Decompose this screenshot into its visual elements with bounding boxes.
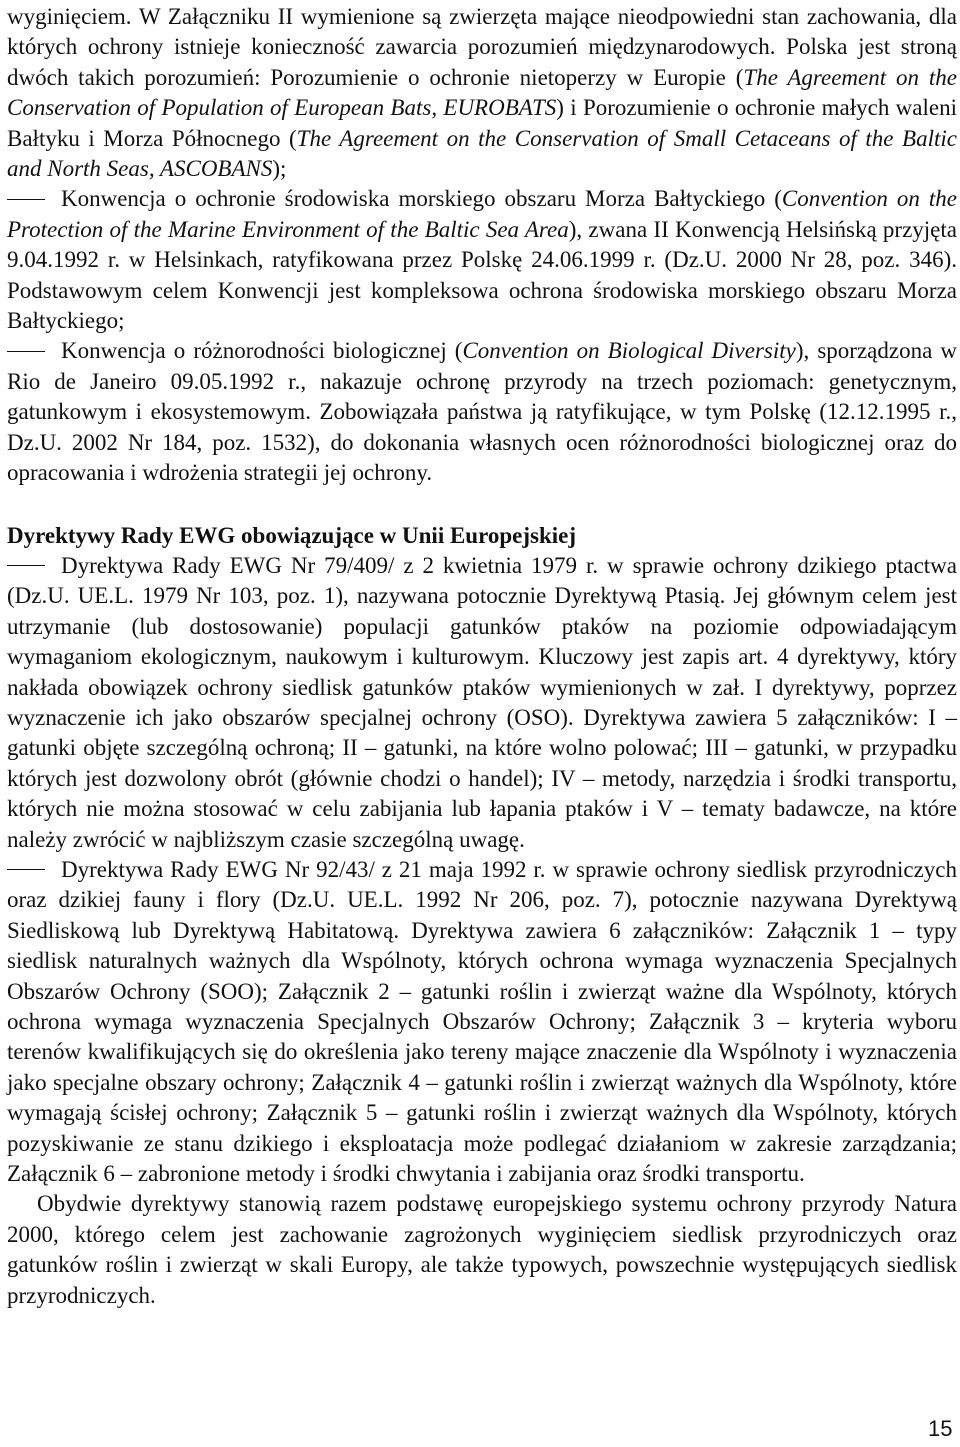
section-heading: Dyrektywy Rady EWG obowiązujące w Unii Europejskiej — [7, 522, 577, 548]
paragraph-natura-2000: Obydwie dyrektywy stanowią razem podstawę europejskiego systemu ochrony przyrody Natura 2000, którego celem jest zachowanie zagrożonych wyginięciem siedlisk przyrodniczych oraz gatunków roślin i zwierząt w skali Europy, ale także typowych, powszechnie występujących siedlisk przyrodniczych. — [7, 1191, 957, 1308]
dash-bullet — [7, 551, 47, 581]
document-page — [7, 2, 957, 1311]
eurobats-title: The Agreement on the Conservation of Population of European Bats, EUROBATS — [7, 64, 957, 121]
paragraph-biodiversity-convention: Konwencja o różnorodności biologicznej (Convention on Biological Diversity), sporządzona w Rio de Janeiro 09.05.1992 r., nakazuje ochronę przyrody na trzech poziomach: genetycznym, gatunkowym i ekosystemowym. Zobowiązała państwa ją ratyfikujące, w tym Polskę (12.12.1995 r., Dz.U. 2002 Nr 184, poz. 1532), do dokonania własnych ocen różnorodności biologicznej oraz do opracowania i wdrożenia strategii jej ochrony. — [7, 338, 957, 486]
paragraph-habitats-directive: Dyrektywa Rady EWG Nr 92/43/ z 21 maja 1992 r. w sprawie ochrony siedlisk przyrodniczych oraz dzikiej fauny i flory (Dz.U. UE.L. 1992 Nr 206, poz. 7), potocznie nazywana Dyrektywą Siedliskową lub Dyrektywą Habitatową. Dyrektywa zawiera 6 załączników: Załącznik 1 – typy siedlisk naturalnych ważnych dla Wspólnoty, których ochrona wymaga wyznaczenia Specjalnych Obszarów Ochrony (SOO); Załącznik 2 – gatunki roślin i zwierząt ważne dla Wspólnoty, których ochrona wymaga wyznaczenia Specjalnych Obszarów Ochrony; Załącznik 3 – kryteria wyboru terenów kwalifikujących się do określenia jako tereny mające znaczenie dla Wspólnoty i wyznaczenia jako specjalne obszary ochrony; Załącznik 4 – gatunki roślin i zwierząt ważnych dla Wspólnoty, które wymagają ścisłej ochrony; Załącznik 5 – gatunki roślin i zwierząt ważnych dla Wspólnoty, których pozyskiwanie ze stanu dzikiego i eksploatacja może podlegać działaniom w zakresie zarządzania; Załącznik 6 – zabronione metody i środki chwytania i zabijania oraz środki transportu. — [7, 856, 957, 1187]
helsinki-convention-title: Convention on the Protection of the Marine Environment of the Baltic Sea Area — [7, 186, 957, 242]
dash-bullet — [7, 184, 47, 214]
paragraph-helsinki-convention: Konwencja o ochronie środowiska morskiego obszaru Morza Bałtyckiego (Convention on the Protection of the Marine Environment of the Baltic Sea Area), zwana II Konwencją Helsińską przyjęta 9.04.1992 r. w Helsinkach, ratyfikowana przez Polskę 24.06.1999 r. (Dz.U. 2000 Nr 28, poz. 346). Podstawowym celem Konwencji jest kompleksowa ochrona środowiska morskiego obszaru Morza Bałtyckiego; — [7, 186, 957, 334]
ascobans-title: The Agreement on the Conservation of Small Cetaceans of the Baltic and North Seas, ASCOBANS — [7, 125, 957, 182]
dash-bullet — [7, 855, 47, 885]
paragraph-birds-directive: Dyrektywa Rady EWG Nr 79/409/ z 2 kwietnia 1979 r. w sprawie ochrony dzikiego ptactwa (Dz.U. UE.L. 1979 Nr 103, poz. 1), nazywana potocznie Dyrektywą Ptasią. Jej głównym celem jest utrzymanie (lub dostosowanie) populacji gatunków ptaków na poziomie odpowiadającym wymaganiom ekologicznym, naukowym i kulturowym. Kluczowy jest zapis art. 4 dyrektywy, który nakłada obowiązek ochrony siedlisk gatunków ptaków wymienionych w zał. I dyrektywy, poprzez wyznaczenie ich jako obszarów specjalnej ochrony (OSO). Dyrektywa zawiera 5 załączników: I – gatunki objęte szczególną ochroną; II – gatunki, na które wolno polować; III – gatunki, w przypadku których jest dozwolony obrót (głównie chodzi o handel); IV – metody, narzędzia i środki transportu, których nie można stosować w celu zabijania lub łapania ptaków i V – tematy badawcze, na które należy zwrócić w najbliższym czasie szczególną uwagę. — [7, 552, 957, 852]
dash-bullet — [7, 336, 47, 366]
paragraph-ascobans: wyginięciem. W Załączniku II wymienione są zwierzęta mające nieodpowiedni stan zachowania, dla których ochrony istnieje konieczność zawarcia porozumień międzynarodowych. Polska jest stroną dwóch takich porozumień: Porozumienie o ochronie nietoperzy w Europie (The Agreement on the Conservation of Population of European Bats, EUROBATS) i Porozumienie o ochronie małych waleni Bałtyku i Morza Północnego (The Agreement on the Conservation of Small Cetaceans of the Baltic and North Seas, ASCOBANS); — [7, 4, 957, 182]
page-number: 15 — [928, 1416, 953, 1441]
biodiversity-convention-title: Convention on Biological Diversity — [462, 338, 796, 364]
